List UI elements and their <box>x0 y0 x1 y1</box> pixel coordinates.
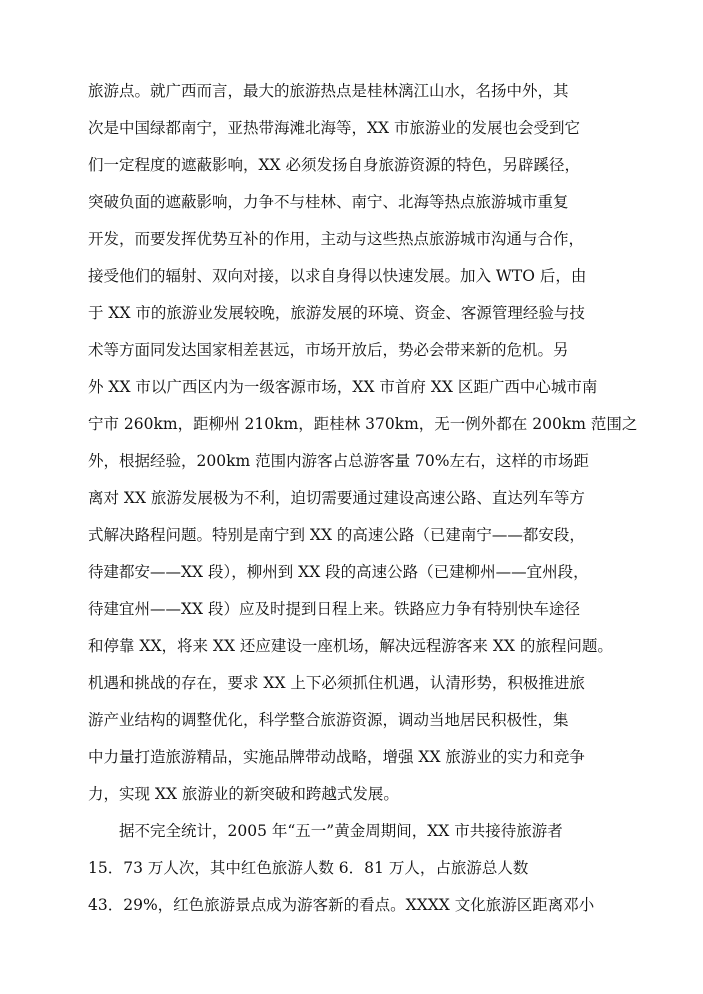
text-line: 次是中国绿都南宁，亚热带海滩北海等，XX 市旅游业的发展也会受到它 <box>88 119 580 137</box>
text-line: 43．29%，红色旅游景点成为游客新的看点。XXXX 文化旅游区距离邓小 <box>88 896 595 914</box>
text-line: 式解决路程问题。特别是南宁到 XX 的高速公路（已建南宁——都安段， <box>88 526 585 544</box>
text-line: 和停靠 XX，将来 XX 还应建设一座机场，解决远程游客来 XX 的旅程问题。 <box>88 637 613 655</box>
text-line: 待建都安——XX 段），柳州到 XX 段的高速公路（已建柳州——宜州段， <box>88 563 589 581</box>
text-line: 开发，而要发挥优势互补的作用，主动与这些热点旅游城市沟通与合作， <box>88 230 585 248</box>
text-line: 力，实现 XX 旅游业的新突破和跨越式发展。 <box>88 785 399 803</box>
text-line: 离对 XX 旅游发展极为不利，迫切需要通过建设高速公路、直达列车等方 <box>88 489 585 507</box>
text-line: 外，根据经验，200km 范围内游客占总游客量 70%左右，这样的市场距 <box>88 452 589 470</box>
text-line: 中力量打造旅游精品，实施品牌带动战略，增强 XX 旅游业的实力和竞争 <box>88 748 585 766</box>
text-line: 们一定程度的遮蔽影响，XX 必须发扬自身旅游资源的特色，另辟蹊径， <box>88 156 580 174</box>
text-line: 术等方面同发达国家相差甚远，市场开放后，势必会带来新的危机。另 <box>88 341 569 359</box>
text-line: 外 XX 市以广西区内为一级客源市场，XX 市首府 XX 区距广西中心城市南 <box>88 378 598 396</box>
text-line: 待建宜州——XX 段）应及时提到日程上来。铁路应力争有特别快车途径 <box>88 600 580 618</box>
paragraph-first-line: 据不完全统计，2005 年“五一”黄金周期间，XX 市共接待旅游者 <box>119 822 563 840</box>
text-line: 旅游点。就广西而言，最大的旅游热点是桂林漓江山水，名扬中外，其 <box>88 82 569 100</box>
text-line: 宁市 260km，距柳州 210km，距桂林 370km，无一例外都在 200km 范围之 <box>88 415 638 433</box>
text-line: 15．73 万人次，其中红色旅游人数 6．81 万人，占旅游总人数 <box>88 859 529 877</box>
text-line: 接受他们的辐射、双向对接，以求自身得以快速发展。加入 WTO 后，由 <box>88 267 587 285</box>
text-line: 游产业结构的调整优化，科学整合旅游资源，调动当地居民积极性，集 <box>88 711 569 729</box>
text-line: 机遇和挑战的存在，要求 XX 上下必须抓住机遇，认清形势，积极推进旅 <box>88 674 585 692</box>
text-line: 突破负面的遮蔽影响，力争不与桂林、南宁、北海等热点旅游城市重复 <box>88 193 569 211</box>
text-line: 于 XX 市的旅游业发展较晚，旅游发展的环境、资金、客源管理经验与技 <box>88 304 585 322</box>
